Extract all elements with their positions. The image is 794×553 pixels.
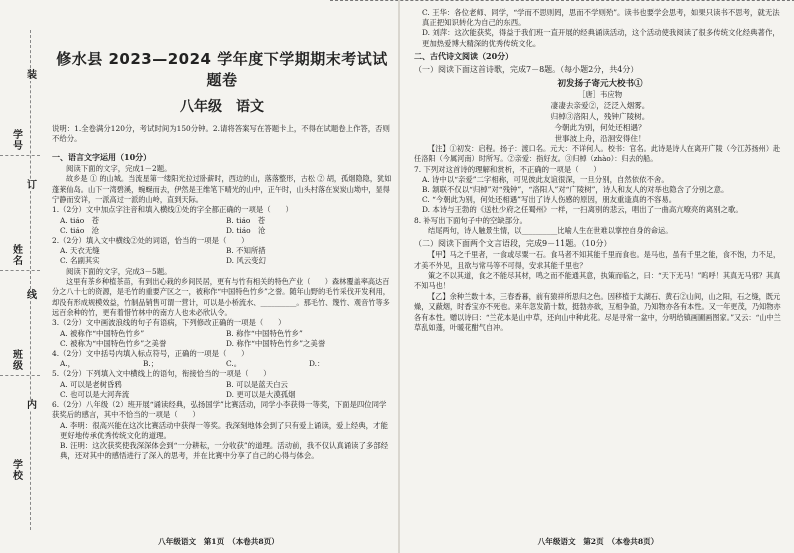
- question-5-options: [52, 390, 392, 400]
- passage-text: 这里有茶乡种植茶苗，有到出心栽的乡间民居，更有与竹有相关的特色产业（ ）森林覆盖率高达百分之八十七的资源，是毛竹的重要产区之一，被称作“中国特色竹乡”之誉。随年山野的毛竹采伐开发利用，却没有形成规模效益，竹制品销售可谓一营计，可以是小桥流水、__________。那毛竹、篾竹、观音竹等多远百余种的竹，更有着惜竹林中的南方人也未必欣认令。: [52, 276, 390, 318]
- question-6: 6.（2分）八年级（2）班开展“诵读经典，弘扬国学”比赛活动，同学小李获得一等奖，下面是四位同学获奖后的感言，其中不恰当的一项是（ ）: [52, 400, 387, 420]
- poem-line: 凄凄去亲爱②，泛泛入烟雾。: [550, 100, 650, 110]
- question-1-options: [52, 216, 392, 226]
- option: A.，: [60, 359, 76, 369]
- option: D.：: [309, 359, 325, 369]
- label-student-id: 学号: [13, 130, 23, 152]
- page-2: [402, 0, 794, 553]
- question-7: 7. 下列对这首诗的理解和赏析，不正确的一项是（ ）: [414, 164, 601, 174]
- question-4: 4.（2分）文中括号内填入标点符号，正确的一项是（ ）: [52, 349, 249, 359]
- option: C. 也可以是大河奔流: [60, 389, 130, 399]
- exam-instructions: 说明：1.全卷满分120分，考试时间为150分钟。2.请将答案写在答题卡上，不得在试题卷上作答，否则不给分。: [52, 124, 390, 143]
- binding-field-line: [0, 155, 40, 156]
- option: A. 李明：很高兴能在这次比赛活动中获得一等奖。我深刻地体会到了只有爱上诵读，爱上经典，才能更好地传承优秀传统文化的道理。: [60, 420, 388, 440]
- page-1-content: [52, 30, 392, 461]
- page-2-content: [414, 8, 786, 334]
- poem-author: ［唐］韦应物: [577, 89, 623, 99]
- option: A. tiáo 苍: [60, 215, 100, 225]
- question-8: 8. 补写出下面句子中的空缺部分。: [414, 215, 527, 225]
- question-5-options: [52, 380, 392, 390]
- cut-char: 订: [27, 180, 37, 191]
- cut-char: 装: [27, 70, 37, 81]
- section-heading: 二、古代诗文阅读（20分）: [414, 50, 514, 61]
- poem-title: 初发扬子寄元大校书①: [557, 78, 643, 89]
- option: C. tiáo 沧: [60, 225, 100, 235]
- exam-subtitle: 八年级 语文: [180, 99, 264, 115]
- section-heading: 一、语言文字运用（10分）: [52, 152, 152, 162]
- option: D. 更可以是大漠孤烟: [226, 389, 296, 399]
- poem-notes: 【注】①初发：启程。扬子：渡口名。元大：不详何人。校书：官名。此诗是诗人在离开广陵（今江苏扬州）赴任洛阳（今属河南）时所写。②亲爱：指好友。③归棹（zhào）：归去的船。: [414, 143, 781, 164]
- question-3: 3.（2分）文中画波浪线的句子有语病，下列修改正确的一项是（ ）: [52, 318, 286, 328]
- page-footer: 八年级语文 第1页 （本卷共8页）: [158, 537, 279, 546]
- question-2-options: [52, 256, 392, 266]
- label-school: 学校: [13, 460, 23, 482]
- cut-char: 内: [27, 400, 37, 411]
- option: C. “今朝此为别，何处还相遇”写出了诗人伤感的原因，朋友重逢真的不容易。: [422, 195, 677, 205]
- option: C. 王华：各位老师、同学，“学而不思则罔，思而不学则殆”。读书也要学会思考，如果只读书不思考，就无法真正把知识转化为自己的东西。: [422, 8, 780, 28]
- option: C.。: [226, 359, 242, 369]
- option: B. tiáo 苍: [226, 215, 266, 225]
- option: A. 被称作“中国特色竹乡”: [60, 328, 145, 338]
- page-divider: [398, 0, 400, 553]
- option: C. 被称为“中国特色竹乡”之美誉: [60, 338, 167, 348]
- poem-line: 归棹③洛阳人，残钟广陵树。: [550, 111, 650, 121]
- option: C. 名副其实: [60, 256, 100, 266]
- question-4-options: [52, 359, 392, 369]
- question-1: 1.（2分）文中加点字注音和填入横线①处的字全都正确的一项是（ ）: [52, 205, 293, 215]
- option: B. 称作“中国特色竹乡”: [226, 328, 303, 338]
- option: A. 可以是老树昏鸦: [60, 379, 122, 389]
- option: B. 可以是蓝天白云: [226, 379, 288, 389]
- question-3-options: [52, 339, 392, 349]
- exam-title: 修水县 2023—2024 学年度下学期期末考试试题卷: [56, 50, 388, 89]
- question-2-options: [52, 246, 392, 256]
- option: D. 称作“中国特色竹乡”之美誉: [226, 338, 326, 348]
- question-2: 2.（2分）填入文中横线②处的词语，恰当的一项是（ ）: [52, 236, 249, 246]
- option: A. 诗中以“亲爱”二字相称，可见彼此友谊很深，一旦分别，自然依依不舍。: [422, 174, 669, 184]
- question-1-options: [52, 226, 392, 236]
- classical-passage-jia: 【甲】马之千里者，一食或尽粟一石。食马者不知其能千里而食也。是马也，虽有千里之能，食不饱，力不足，才美不外见，且欲与常马等不可得，安求其能千里也？: [414, 250, 781, 270]
- binding-field-line: [0, 270, 40, 271]
- binding-field-line: [0, 375, 40, 376]
- option: B. 不知所措: [226, 246, 266, 256]
- label-class: 班级: [13, 350, 23, 372]
- option: B. 颔联不仅以“归棹”对“残钟”，“洛阳人”对“广陵树”，诗人和友人的对举也隐含了分别之意。: [422, 185, 729, 195]
- option: B.；: [143, 359, 159, 369]
- passage-intro: 阅读下面的文字，完成1－2题。: [66, 164, 172, 173]
- part-heading: （二）阅读下面两个文言语段，完成9－11题。（10分）: [414, 239, 612, 249]
- label-name: 姓名: [13, 245, 23, 267]
- poem-line: 世事波上舟，沿洄安得住！: [554, 133, 646, 143]
- option: D. 刘萍：这次能获奖，得益于我们班一直开展的经典诵读活动，这个活动使我阅读了很多传统文化经典著作，更加热爱博大精深的优秀传统文化。: [422, 28, 780, 48]
- question-3-options: [52, 329, 392, 339]
- option: D. 本诗与王勃的《送杜少府之任蜀州》一样，一扫离别的悲云，唱出了一曲高亢嘹亮的离别之歌。: [422, 205, 743, 215]
- question-5: 5.（2分）下列填入文中横线上的语句，衔接恰当的一项是（ ）: [52, 369, 271, 379]
- binding-dashed-line: [30, 30, 31, 530]
- passage-intro: 阅读下面的文字，完成3－5题。: [66, 266, 172, 276]
- part-heading: （一）阅读下面这首诗歌，完成7－8题。（每小题2分，共4分）: [414, 64, 639, 74]
- classical-passage-yi: 【乙】余种兰数十本，三春香暮，前有猿祥所思归之色。因移植于太湖石、黄石②山间，山之阳，石之缝，既元燥，又蔽烟，时香宝亦不死也。来年忽发箭十数，挺勃亦欲，互相争盈，乃知物亦各有本性。又一年更茂，乃知物亦各有本性。赠以诗曰：“兰花本是山中草，还向山中种此花。尽是寻常一盆中，分明给镇画圃画图家。”又云：“山中兰草乱如蓬，叶暖花酣气自冲。: [414, 291, 781, 333]
- binding-margin: [0, 30, 40, 530]
- option: D. tiáo 沧: [226, 225, 266, 235]
- passage-text: 故乡是 ① 的山城。当流星第一缕阳光拉过卧薪时，西边的山，落落整形，古松 ② 胡，孤烟隐隐，犹如蓬莱仙岛。山下一湾碧溪，蜿蜒而去，伊然是王维笔下晴光的山中，正午时，山头村落在炭炭山坳中，显得宁静而安详，一派高过一派的山岭，直到天际。: [52, 174, 392, 205]
- option: B. 汪明：这次获奖使我深深体会到“一分耕耘，一分收获”的道理。活动前，我不仅认真诵读了多部经典，还对其中的感悟进行了深入的思考，并在比赛中分享了自己的心得与体会。: [60, 440, 389, 461]
- option: D. 风云变幻: [226, 256, 266, 266]
- question-8-text: 结尾两句，诗人触景生情，以__________比喻人生在世难以掌控自身的命运。: [428, 225, 673, 235]
- classical-passage-jia: 策之不以其道，食之不能尽其材，鸣之而不能通其意，执策而临之，曰：“天下无马！”呜呼！其真无马邪？其真不知马也！: [414, 271, 781, 291]
- page-footer: 八年级语文 第2页 （本卷共8页）: [402, 536, 794, 547]
- poem-line: 今朝此为别，何处还相遇？: [554, 122, 646, 132]
- option: A. 天衣无缝: [60, 246, 100, 256]
- cut-char: 线: [27, 290, 37, 301]
